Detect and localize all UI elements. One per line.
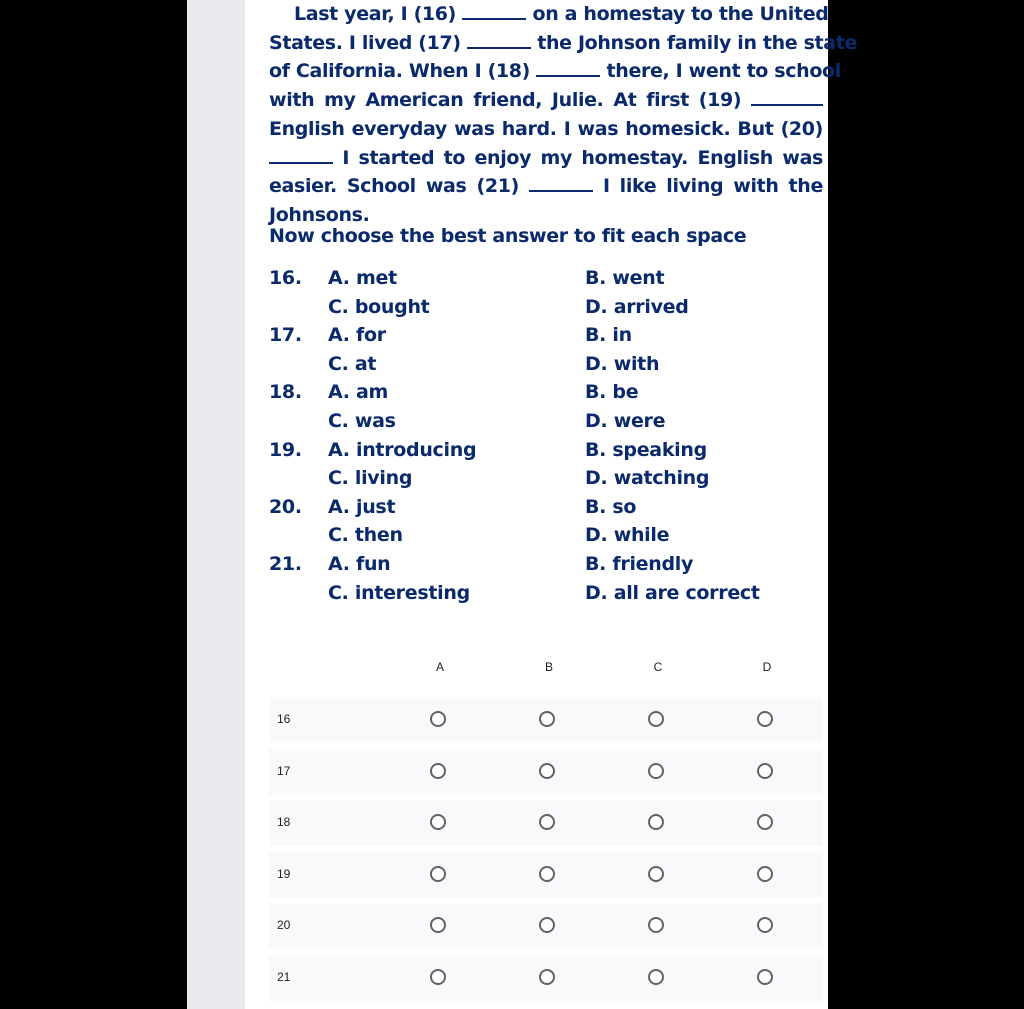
column-header-a: A: [435, 660, 444, 674]
radio-17-a[interactable]: [430, 763, 446, 779]
passage-line: [269, 86, 823, 115]
option-b: B. speaking: [585, 438, 707, 461]
option-d: D. all are correct: [585, 581, 760, 604]
passage-line: [269, 57, 841, 86]
option-c: C. bought: [328, 295, 430, 318]
row-label: 16: [277, 712, 291, 726]
question-17-row-2: [269, 353, 829, 381]
passage-text: I started to enjoy my homestay. English was: [342, 146, 824, 169]
option-a: A. for: [328, 324, 386, 347]
passage-line: [269, 144, 823, 173]
radio-16-a[interactable]: [430, 711, 446, 727]
option-b: B. be: [585, 381, 639, 404]
radio-21-a[interactable]: [430, 969, 446, 985]
option-c: C. interesting: [328, 581, 470, 604]
option-a: A. am: [328, 381, 389, 404]
passage-line: [269, 29, 858, 58]
passage-text: I like living with the: [602, 175, 823, 198]
blank-20: [269, 144, 333, 164]
question-16-row-2: [269, 296, 829, 324]
passage-text: Last year, I (16): [294, 3, 456, 25]
passage-text: States. I lived (17): [269, 31, 461, 54]
blank-18: [536, 57, 600, 77]
question-21-row-2: [269, 582, 829, 610]
radio-17-c[interactable]: [648, 763, 664, 779]
option-c: C. at: [328, 352, 377, 375]
option-b: B. in: [585, 324, 632, 347]
row-label: 19: [277, 866, 291, 881]
passage-text: there, I went to school: [606, 60, 841, 83]
blank-19: [751, 86, 823, 106]
row-label: 20: [277, 918, 291, 933]
passage-line: [269, 115, 823, 144]
radio-20-b[interactable]: [539, 917, 555, 933]
passage-line: [269, 172, 823, 201]
question-number: 18.: [269, 381, 302, 404]
blank-17: [467, 29, 531, 49]
option-d: D. were: [585, 410, 666, 432]
column-header-b: B: [544, 660, 553, 674]
option-d: D. while: [585, 524, 670, 547]
instruction-heading: Now choose the best answer to fit each space: [269, 225, 747, 247]
radio-21-d[interactable]: [757, 969, 773, 985]
question-19-row-2: [269, 467, 829, 495]
passage-text: on a homestay to the United: [532, 3, 829, 25]
option-d: D. watching: [585, 467, 710, 490]
question-16-row: [269, 267, 829, 295]
option-a: A. fun: [328, 553, 391, 575]
column-header-d: D: [762, 660, 772, 674]
option-a: A. introducing: [328, 438, 477, 461]
option-d: D. with: [585, 352, 660, 375]
row-label: 17: [277, 763, 291, 778]
page-gutter: [187, 0, 245, 1009]
radio-19-d[interactable]: [757, 866, 773, 882]
option-a: A. met: [328, 267, 397, 289]
grid-row-19: [269, 852, 823, 898]
passage-line: [269, 0, 829, 29]
question-number: 20.: [269, 495, 302, 518]
question-number: 21.: [269, 553, 302, 575]
passage-text: with my American friend, Julie. At first (19): [269, 89, 742, 112]
blank-16: [462, 0, 526, 20]
option-c: C. was: [328, 410, 396, 432]
question-number: 16.: [269, 267, 302, 289]
grid-row-16: [269, 697, 823, 743]
option-a: A. just: [328, 495, 396, 518]
radio-19-c[interactable]: [648, 866, 664, 882]
grid-row-21: [269, 955, 823, 1001]
radio-16-d[interactable]: [757, 711, 773, 727]
column-header-c: C: [653, 660, 663, 674]
passage-text: Johnsons.: [269, 203, 370, 226]
radio-18-a[interactable]: [430, 814, 446, 830]
question-21-row: [269, 553, 829, 581]
blank-21: [529, 172, 593, 192]
option-c: C. living: [328, 467, 413, 490]
option-c: C. then: [328, 524, 403, 547]
radio-19-b[interactable]: [539, 866, 555, 882]
option-d: D. arrived: [585, 295, 689, 318]
option-b: B. went: [585, 267, 665, 289]
radio-18-c[interactable]: [648, 814, 664, 830]
question-20-row: [269, 496, 829, 524]
radio-18-b[interactable]: [539, 814, 555, 830]
radio-20-d[interactable]: [757, 917, 773, 933]
question-20-row-2: [269, 524, 829, 552]
question-number: 17.: [269, 324, 302, 347]
radio-19-a[interactable]: [430, 866, 446, 882]
radio-17-d[interactable]: [757, 763, 773, 779]
radio-21-b[interactable]: [539, 969, 555, 985]
radio-21-c[interactable]: [648, 969, 664, 985]
question-19-row: [269, 439, 829, 467]
passage-text: the Johnson family in the state: [537, 31, 858, 54]
question-18-row-2: [269, 410, 829, 438]
grid-row-20: [269, 903, 823, 949]
grid-header: [269, 660, 823, 684]
grid-row-18: [269, 800, 823, 846]
row-label: 21: [277, 970, 291, 984]
question-number: 19.: [269, 438, 302, 461]
grid-row-17: [269, 749, 823, 795]
radio-20-c[interactable]: [648, 917, 664, 933]
radio-18-d[interactable]: [757, 814, 773, 830]
option-b: B. friendly: [585, 553, 694, 575]
passage-text: English everyday was hard. I was homesick. But (20): [269, 117, 823, 140]
radio-16-b[interactable]: [539, 711, 555, 727]
passage-text: easier. School was (21): [269, 175, 519, 198]
reading-passage: [269, 0, 858, 230]
question-18-row: [269, 381, 829, 409]
option-b: B. so: [585, 495, 637, 518]
question-17-row: [269, 324, 829, 352]
radio-17-b[interactable]: [539, 763, 555, 779]
radio-16-c[interactable]: [648, 711, 664, 727]
radio-20-a[interactable]: [430, 917, 446, 933]
passage-text: of California. When I (18): [269, 60, 531, 83]
row-label: 18: [277, 815, 291, 830]
